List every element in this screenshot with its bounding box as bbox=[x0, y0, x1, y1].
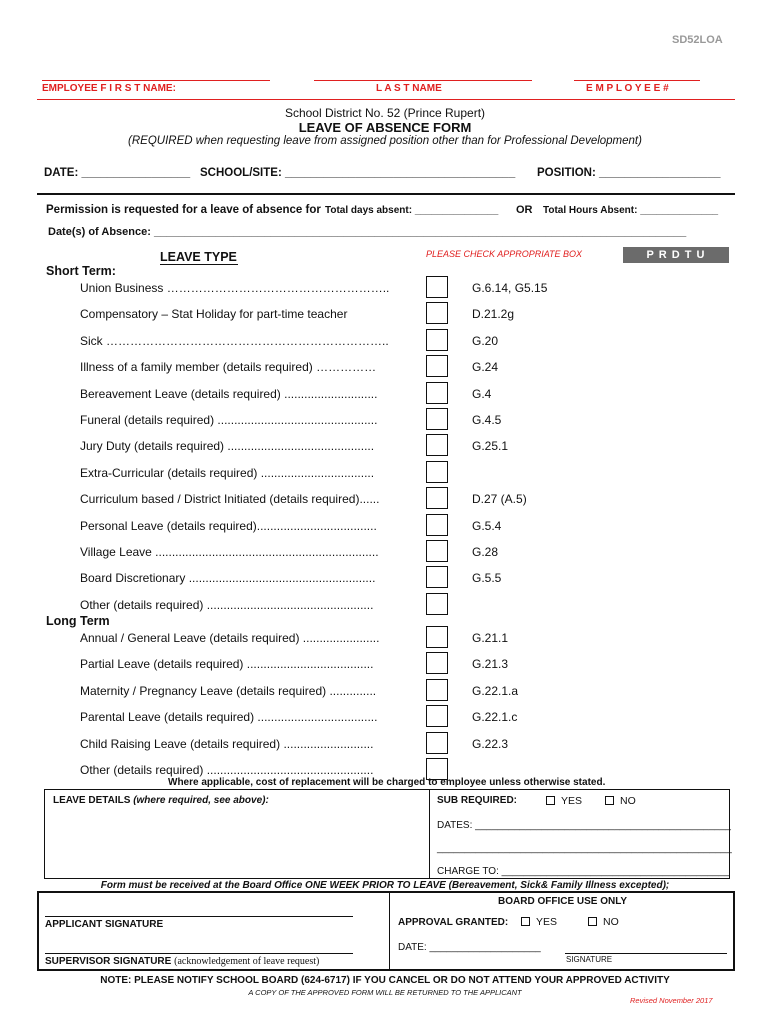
approval-no-label: NO bbox=[603, 916, 619, 928]
section-rule bbox=[37, 193, 735, 195]
leave-details-label-wrap[interactable] bbox=[53, 795, 269, 806]
charge-to-field[interactable]: CHARGE TO: _________________________________________ bbox=[437, 866, 730, 877]
leave-type-checkbox[interactable] bbox=[426, 705, 448, 727]
leave-type-code: G.5.5 bbox=[472, 571, 502, 586]
leave-type-checkbox[interactable] bbox=[426, 514, 448, 536]
supervisor-signature-line[interactable] bbox=[45, 953, 353, 954]
leave-type-checkbox[interactable] bbox=[426, 302, 448, 324]
deadline-note: Form must be received at the Board Office ONE WEEK PRIOR TO LEAVE (Bereavement, Sick& Family Illness excepted); bbox=[100, 880, 670, 891]
approval-yes-option[interactable] bbox=[521, 916, 557, 928]
leave-type-label: Extra-Curricular (details required) .................................. bbox=[80, 465, 375, 480]
leave-type-checkbox[interactable] bbox=[426, 540, 448, 562]
header-red-rule bbox=[37, 99, 735, 100]
leave-type-checkbox[interactable] bbox=[426, 382, 448, 404]
long-term-heading: Long Term bbox=[46, 614, 110, 628]
supervisor-signature-label: SUPERVISOR SIGNATURE bbox=[45, 956, 172, 967]
approval-date-field[interactable]: DATE: ____________________ bbox=[398, 942, 541, 953]
leave-type-label: Village Leave ................................................................... bbox=[80, 545, 379, 559]
footer-note: NOTE: PLEASE NOTIFY SCHOOL BOARD (624-6717) IF YOU CANCEL OR DO NOT ATTEND YOUR APPROVED ACTIVITY bbox=[100, 975, 670, 986]
leave-type-code: G.21.3 bbox=[472, 657, 509, 672]
leave-type-label: Compensatory – Stat Holiday for part-time teacher bbox=[80, 307, 348, 322]
leave-type-label: Partial Leave (details required) ...................................... bbox=[80, 657, 374, 672]
sub-no-label: NO bbox=[620, 795, 636, 807]
leave-type-label: Child Raising Leave (details required) ........................... bbox=[80, 736, 374, 751]
position-field[interactable]: POSITION: ___________________ bbox=[537, 167, 721, 179]
sub-required-label: SUB REQUIRED: bbox=[437, 795, 518, 806]
leave-type-label: Maternity / Pregnancy Leave (details required) .............. bbox=[80, 683, 377, 698]
leave-type-heading: LEAVE TYPE bbox=[160, 250, 237, 264]
leave-type-label: Sick …………………………………………………………….. bbox=[80, 333, 389, 348]
leave-type-label: Other (details required) .................................................. bbox=[80, 597, 374, 612]
board-office-heading: BOARD OFFICE USE ONLY bbox=[498, 896, 628, 907]
leave-type-code: G.4 bbox=[472, 386, 492, 401]
approval-no-option[interactable] bbox=[588, 916, 619, 928]
replacement-note: Where applicable, cost of replacement will be charged to employee unless otherwise stated. bbox=[168, 777, 606, 788]
date-field[interactable]: DATE: _________________ bbox=[44, 167, 191, 179]
leave-type-code: G.28 bbox=[472, 545, 499, 559]
leave-type-underline bbox=[160, 264, 238, 265]
sub-dates-field[interactable]: DATES: ______________________________________________ bbox=[437, 820, 731, 831]
leave-type-checkbox[interactable] bbox=[426, 461, 448, 483]
approval-signature-label: SIGNATURE bbox=[566, 955, 613, 964]
leave-type-label: Annual / General Leave (details required) ....................... bbox=[80, 631, 380, 645]
revised-date: Revised November 2017 bbox=[630, 996, 713, 1005]
leave-type-checkbox[interactable] bbox=[426, 732, 448, 754]
leave-type-code: D.21.2g bbox=[472, 307, 515, 322]
form-code: SD52LOA bbox=[672, 34, 723, 46]
approval-granted-label: APPROVAL GRANTED: bbox=[398, 917, 509, 928]
checkbox-icon[interactable] bbox=[588, 917, 597, 926]
approval-signature-line[interactable] bbox=[565, 953, 727, 954]
checkbox-icon[interactable] bbox=[521, 917, 530, 926]
leave-details-label: LEAVE DETAILS bbox=[53, 795, 131, 806]
check-note: PLEASE CHECK APPROPRIATE BOX bbox=[426, 249, 583, 259]
last-name-line[interactable] bbox=[314, 80, 532, 81]
leave-type-label: Bereavement Leave (details required) ............................ bbox=[80, 386, 378, 401]
leave-type-checkbox[interactable] bbox=[426, 626, 448, 648]
approval-yes-label: YES bbox=[536, 916, 558, 928]
first-name-line[interactable] bbox=[42, 80, 270, 81]
leave-type-checkbox[interactable] bbox=[426, 566, 448, 588]
leave-type-label: Personal Leave (details required).................................... bbox=[80, 518, 377, 533]
leave-type-label: Curriculum based / District Initiated (details required)...... bbox=[80, 492, 380, 507]
leave-type-code: G.22.1.a bbox=[472, 683, 519, 698]
district-name: School District No. 52 (Prince Rupert) bbox=[284, 106, 486, 120]
leave-type-label: Parental Leave (details required) .................................... bbox=[80, 710, 378, 725]
sub-yes-label: YES bbox=[561, 795, 583, 807]
checkbox-icon[interactable] bbox=[605, 796, 614, 805]
leave-details-divider bbox=[429, 789, 430, 879]
first-name-label: EMPLOYEE F I R S T NAME: bbox=[42, 83, 176, 94]
leave-type-checkbox[interactable] bbox=[426, 408, 448, 430]
leave-type-checkbox[interactable] bbox=[426, 652, 448, 674]
leave-type-checkbox[interactable] bbox=[426, 487, 448, 509]
leave-details-hint: (where required, see above): bbox=[133, 795, 269, 806]
leave-type-label: Union Business ……………………………………………….. bbox=[80, 281, 390, 295]
supervisor-signature-hint: (acknowledgement of leave request) bbox=[174, 956, 320, 967]
leave-type-code: G.22.1.c bbox=[472, 710, 518, 725]
sub-no-option[interactable] bbox=[605, 795, 636, 807]
leave-type-label: Funeral (details required) ................................................ bbox=[80, 413, 378, 427]
leave-type-checkbox[interactable] bbox=[426, 355, 448, 377]
leave-type-code: G.24 bbox=[472, 360, 499, 375]
leave-type-checkbox[interactable] bbox=[426, 276, 448, 298]
leave-type-label: Illness of a family member (details required) …………… bbox=[80, 360, 377, 375]
dates-of-absence-field[interactable]: Date(s) of Absence: _______________________________________________________________________________________ bbox=[48, 226, 687, 238]
leave-type-code: G.4.5 bbox=[472, 413, 502, 427]
sub-blank-line[interactable]: _____________________________________________________ bbox=[437, 843, 732, 854]
leave-type-checkbox[interactable] bbox=[426, 434, 448, 456]
employee-no-line[interactable] bbox=[574, 80, 700, 81]
leave-type-checkbox[interactable] bbox=[426, 593, 448, 615]
form-subtitle: (REQUIRED when requesting leave from assigned position other than for Professional Development) bbox=[128, 135, 642, 147]
leave-type-code: G.25.1 bbox=[472, 439, 509, 454]
signature-box-divider bbox=[389, 891, 390, 971]
codes-header: P R D T U bbox=[623, 247, 729, 263]
total-days-field[interactable]: Total days absent: _______________ bbox=[325, 205, 499, 216]
last-name-label: L A S T NAME bbox=[376, 83, 442, 94]
short-term-heading: Short Term: bbox=[46, 264, 116, 278]
leave-type-code: G.5.4 bbox=[472, 518, 502, 533]
leave-type-label: Other (details required) .................................................. bbox=[80, 763, 374, 777]
applicant-signature-line[interactable] bbox=[45, 916, 353, 917]
applicant-signature-label: APPLICANT SIGNATURE bbox=[45, 919, 164, 930]
leave-type-checkbox[interactable] bbox=[426, 329, 448, 351]
leave-type-label: Board Discretionary ........................................................ bbox=[80, 571, 376, 586]
sub-yes-option[interactable] bbox=[546, 795, 582, 807]
leave-type-checkbox[interactable] bbox=[426, 679, 448, 701]
form-title: LEAVE OF ABSENCE FORM bbox=[298, 120, 472, 135]
copy-note: A COPY OF THE APPROVED FORM WILL BE RETURNED TO THE APPLICANT bbox=[248, 988, 522, 997]
leave-type-code: D.27 (A.5) bbox=[472, 492, 527, 507]
school-site-field[interactable]: SCHOOL/SITE: ____________________________________ bbox=[200, 167, 516, 179]
leave-type-label: Jury Duty (details required) ............................................ bbox=[80, 439, 375, 454]
supervisor-signature-wrap bbox=[45, 956, 319, 967]
leave-type-code: G.20 bbox=[472, 333, 499, 348]
permission-text: Permission is requested for a leave of absence for bbox=[46, 204, 321, 216]
leave-type-code: G.21.1 bbox=[472, 631, 509, 645]
checkbox-icon[interactable] bbox=[546, 796, 555, 805]
or-text: OR bbox=[516, 204, 533, 216]
leave-type-code: G.6.14, G5.15 bbox=[472, 281, 548, 295]
total-hours-field[interactable]: Total Hours Absent: ______________ bbox=[543, 205, 719, 216]
employee-no-label: E M P L O Y E E # bbox=[586, 83, 669, 94]
leave-type-code: G.22.3 bbox=[472, 736, 509, 751]
